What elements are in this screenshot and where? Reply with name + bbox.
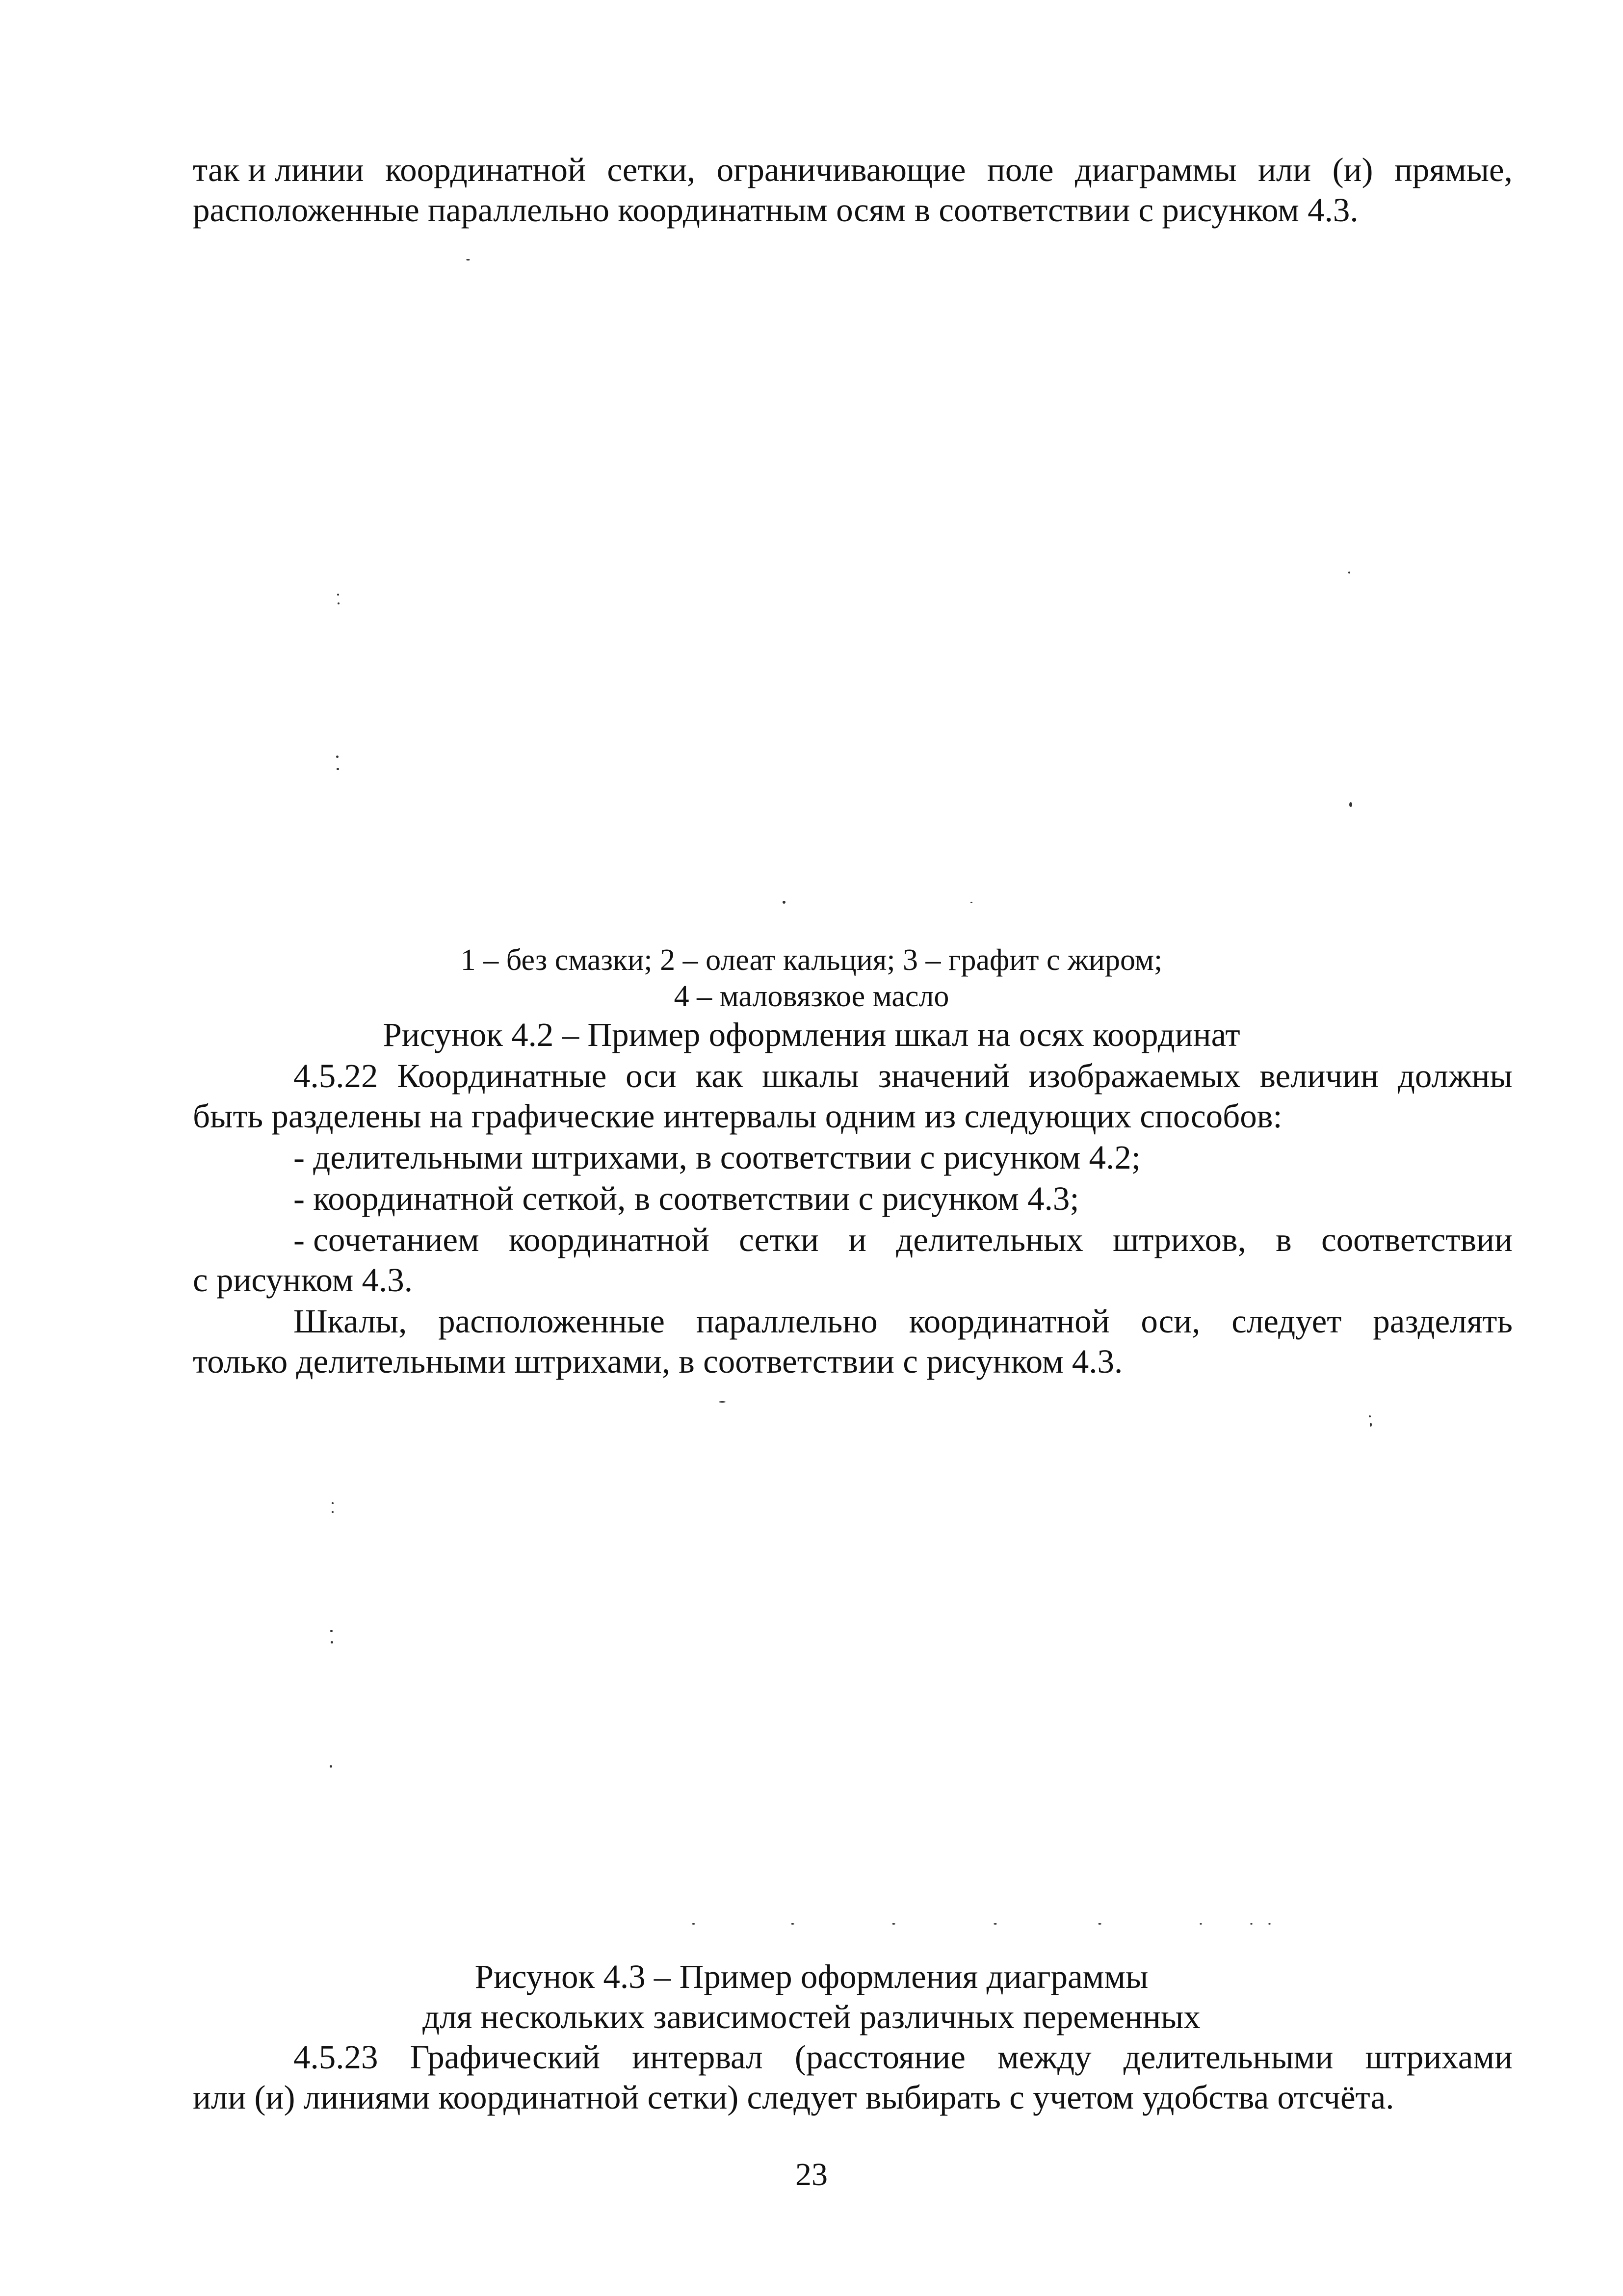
top-paragraph-line2: расположенные параллельно координатным осям в соответствии с рисунком 4.3.: [193, 191, 1359, 229]
list-item-1: - делительными штрихами, в соответствии с рисунком 4.2;: [293, 1139, 1141, 1176]
section-4-5-22-line1: 4.5.22 Координатные оси как шкалы значений изображаемых величин должны: [293, 1057, 1513, 1095]
list-item-3-line1: - сочетанием координатной сетки и делительных штрихов, в соответствии: [293, 1221, 1513, 1258]
list-item-3-line2: с рисунком 4.3.: [193, 1261, 413, 1299]
section-4-5-22-line2: быть разделены на графические интервалы одним из следующих способов:: [193, 1097, 1283, 1135]
page-number: 23: [795, 2157, 828, 2192]
section-4-5-23-line2: или (и) линиями координатной сетки) следует выбирать с учетом удобства отсчёта.: [193, 2079, 1394, 2116]
figure-4-3-caption-line1: Рисунок 4.3 – Пример оформления диаграммы: [474, 1958, 1149, 1995]
top-paragraph-line1: так и линии координатной сетки, ограничивающие поле диаграммы или (и) прямые,: [193, 151, 1513, 188]
figure-4-3-caption-line2: для нескольких зависимостей различных переменных: [422, 1998, 1201, 2035]
figure-4-2-caption: Рисунок 4.2 – Пример оформления шкал на осях координат: [383, 1016, 1240, 1053]
scales-paragraph-line2: только делительными штрихами, в соответствии с рисунком 4.3.: [193, 1343, 1123, 1380]
scales-paragraph-line1: Шкалы, расположенные параллельно координатной оси, следует разделять: [293, 1303, 1513, 1340]
section-4-5-23-line1: 4.5.23 Графический интервал (расстояние между делительными штрихами: [293, 2038, 1513, 2076]
list-item-2: - координатной сеткой, в соответствии с рисунком 4.3;: [293, 1180, 1079, 1217]
figure-4-2-legend-line1: 1 – без смазки; 2 – олеат кальция; 3 – графит с жиром;: [460, 943, 1163, 977]
figure-4-2-legend-line2: 4 – маловязкое масло: [674, 980, 949, 1013]
